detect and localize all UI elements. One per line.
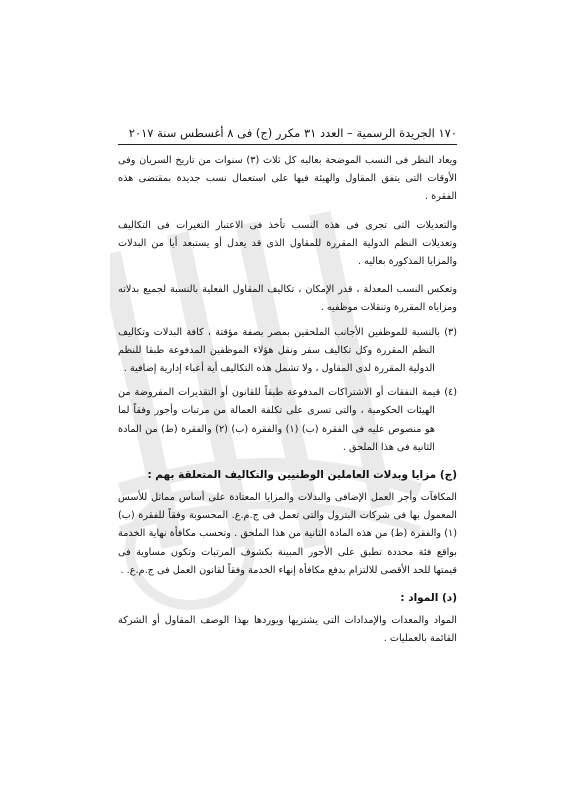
paragraph-item-4-contributions: (٤) قيمة النفقات أو الاشتراكات المدفوعة طبقاً للقانون أو التقديرات المفروضة من الهيئات الحكومية ، والتى تسرى على تكلفة العمالة من مرتبات وأجور وفقاً لما هو منصوص عليه فى الفقرة (ب) (١) والفقرة (ب) (٢) والفقرة (ط) من المادة الثانية فى هذا الملحق .: [118, 387, 457, 453]
section-heading-materials: (د) المواد :: [400, 592, 457, 605]
paragraph-review-ratios: ويعاد النظر فى النسب الموضحة بعاليه كل ثلاث (٣) سنوات من تاريخ السريان وفى الأوقات التى يتفق المقاول والهيئة فيها على استعمال نسب جديدة بمقتضى هذه الفقرة .: [118, 155, 457, 203]
header-divider: [118, 144, 457, 145]
paragraph-ratio-adjustments: والتعديلات التى تجرى فى هذه النسب تأخذ فى الاعتبار التغيرات فى التكاليف وتعديلات النظم الدولية المقررة للمقاول الذى قد يعدل أو يستبعد أيا من البدلات والمزايا المذكورة بعاليه .: [118, 219, 457, 268]
paragraph-item-3-foreign-staff: (٣) بالنسبة للموظفين الأجانب الملحقين بمصر بصفة مؤقتة ، كافة البدلات وتكاليف النظم المقررة وكل تكاليف سفر ونقل هؤلاء الموظفين المدفوعة طبقا للنظم الدولية المقررة لدى المقاول ، ولا تشمل هذه التكاليف أية أعباء إدارية إضافية .: [118, 326, 457, 375]
page-header: ١٧٠ الجريدة الرسمية – العدد ٣١ مكرر (ج) فى ٨ أغسطس سنة ٢٠١٧: [128, 126, 457, 140]
paragraph-materials: المواد والمعدات والإمدادات التى يشتريها ويوردها بهذا الوصف المقاول أو الشركة القائمة بالعمليات .: [118, 615, 457, 645]
paragraph-national-employees-benefits: المكافآت وأجر العمل الإضافى والبدلات والمزايا المعتادة على أساس مماثل للأسس المعمول بها فى شركات البترول والتى تعمل فى ج.م.ع. المحسوبة وفقاً للفقرة (ب) (١) والفقرة (ط) من هذه المادة الثانية من هذا الملحق . وتحسب مكافأة نهاية الخدمة بواقع فئة محددة تطبق على الأجور المبينة بكشوف المرتبات وتكون مساوية فى قيمتها للحد الأقصى للالتزام بدفع مكافأة إنهاء الخدمة وفقاً لقانون العمل فى ج.م.ع. .: [118, 492, 457, 576]
section-heading-national-employees: (ج) مزايا وبدلات العاملين الوطنيين والتكاليف المتعلقة بهم :: [147, 469, 457, 482]
paragraph-adjusted-ratios: وتعكس النسب المعدلة ، قدر الإمكان ، تكاليف المقاول الفعلية بالنسبة لجميع بدلاته ومزاياه المقررة وتنقلات موظفيه .: [118, 284, 457, 314]
document-body: [118, 152, 457, 658]
